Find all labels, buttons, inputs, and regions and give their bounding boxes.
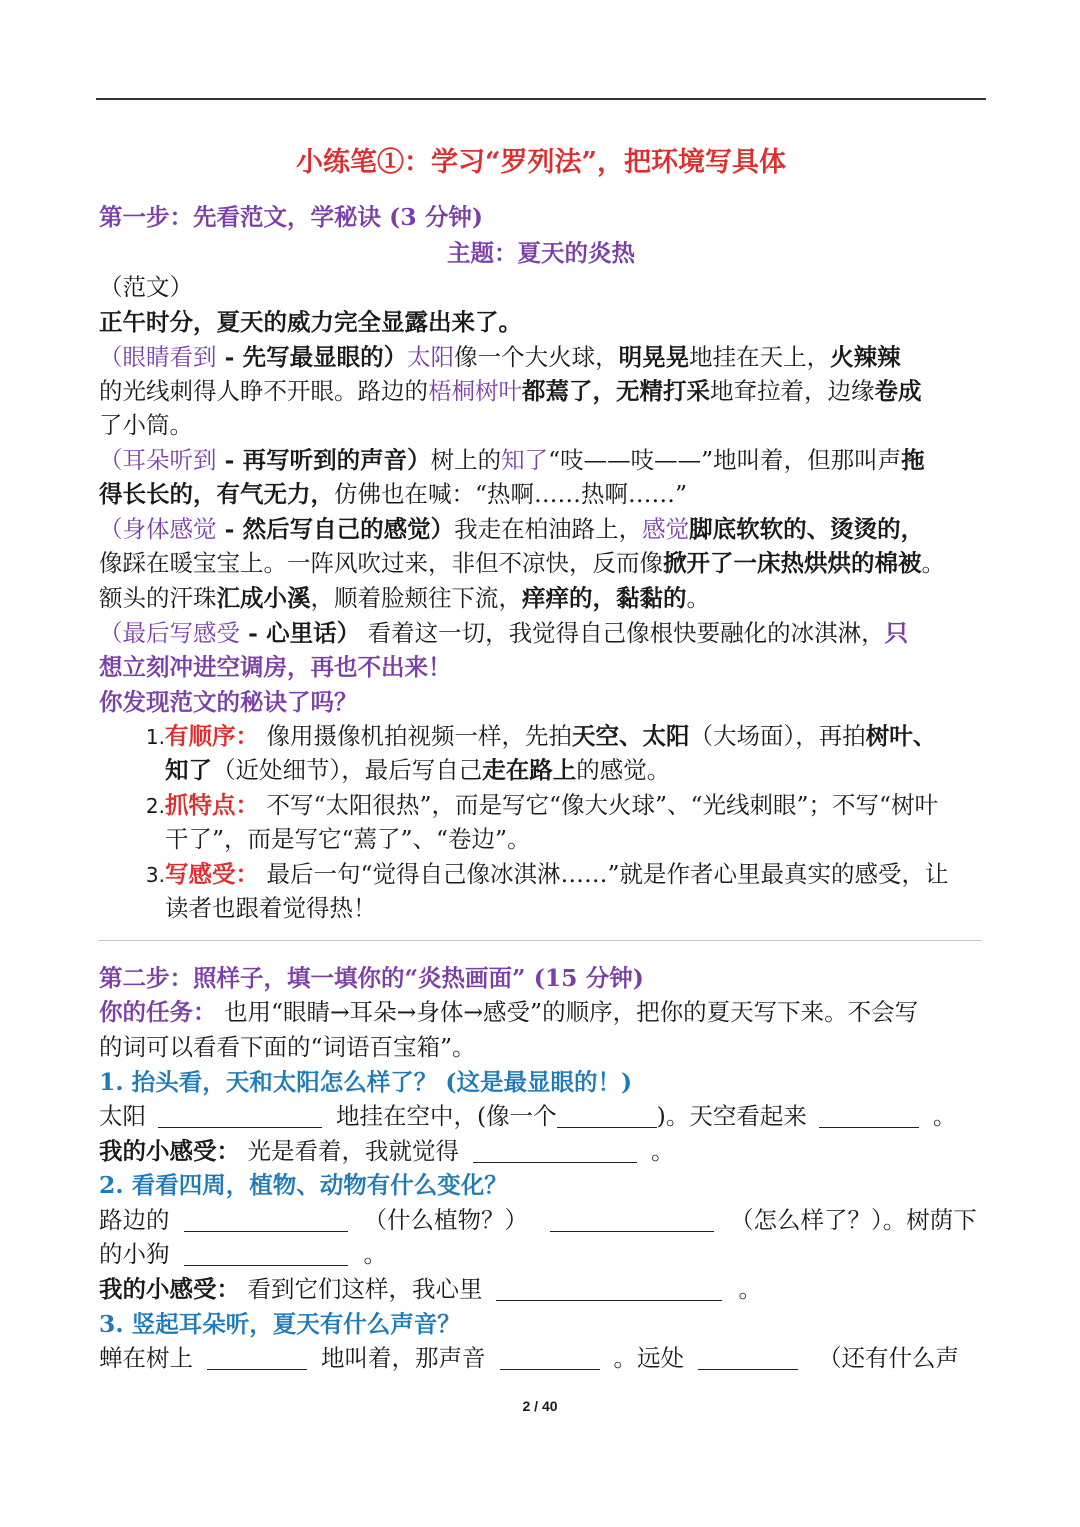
tip-1-line2 [99, 753, 1049, 787]
q2-feel-blank[interactable] [496, 1278, 722, 1301]
p1-curled: 卷成 [874, 377, 922, 405]
q1-blank-2[interactable] [557, 1105, 657, 1128]
q3-a: 蝉在树上 [99, 1344, 193, 1372]
tip-1-l1b: 天空、太阳 [571, 722, 690, 750]
q1-blank-3[interactable] [819, 1105, 919, 1128]
tip-1-l2a: 知了 [165, 756, 212, 784]
q1-feel-blank[interactable] [473, 1140, 637, 1163]
p4-label: （最后写感受 [99, 619, 240, 647]
q2-b: （什么植物？） [363, 1206, 528, 1234]
q2-blank-2[interactable] [550, 1209, 714, 1232]
tip-3-l1: 最后一句“觉得自己像冰淇淋……”就是作者心里最真实的感受，让 [259, 860, 949, 888]
q3-c: 。远处 [613, 1344, 684, 1372]
p1-text: 像一个大火球， [454, 343, 619, 371]
q1-c: )。天空看起来 [656, 1102, 807, 1130]
q2-l2b: 。 [363, 1240, 387, 1268]
p4-desc: 心里话） [266, 619, 361, 647]
q2-feel [99, 1272, 983, 1306]
q3-b: 地叫着，那声音 [321, 1344, 486, 1372]
p1-line1 [99, 340, 983, 374]
q3-line1 [99, 1341, 983, 1375]
q3-d: （还有什么声 [818, 1344, 959, 1372]
q2-c: （怎么样了？）。树荫下 [730, 1206, 977, 1234]
tip-1-l1c: （大场面），再拍 [689, 722, 866, 750]
tip-3-line2: 读者也跟着觉得热！ [165, 894, 377, 922]
p3-line3 [99, 581, 983, 615]
q1-line [99, 1099, 983, 1133]
q3-heading: 3. 竖起耳朵听，夏天有什么声音？ [99, 1310, 461, 1338]
p3-l2a: 像踩在暖宝宝上。一阵风吹过来，非但不凉快，反而像 [99, 549, 663, 577]
tip-1-l2b: （近处细节），最后写自己 [212, 756, 483, 784]
q1-heading: 1. 抬头看，天和太阳怎么样了？ (这是最显眼的！) [99, 1068, 633, 1096]
q1-feel [99, 1134, 983, 1168]
tip-1-num: 1. [145, 725, 165, 749]
p2-line2 [99, 477, 983, 511]
p2-s1: 树上的 [430, 446, 502, 474]
p1-label: （眼睛看到 [99, 343, 217, 371]
task-l1: 也用“眼睛→耳朵→身体→感受”的顺序，把你的夏天写下来。不会写 [216, 998, 919, 1026]
q2-l2a: 的小狗 [99, 1240, 170, 1268]
q1-b: 地挂在空中，(像一个 [336, 1102, 557, 1130]
p2-s3: “吱——吱——”地叫着，但那叫声 [548, 446, 902, 474]
tip-1-line1 [99, 719, 983, 754]
p2-desc: 再写听到的声音） [242, 446, 431, 474]
tip-2-l1: 不写“太阳很热”，而是写它“像大火球”、“光线刺眼”；不写“树叶 [259, 791, 939, 819]
p4-dash: - [240, 619, 267, 647]
p1-l2a: 的光线刺得人睁不开眼。路边的 [99, 377, 428, 405]
p1-leaves: 梧桐树叶 [428, 377, 522, 405]
q1-feel-label: 我的小感受： [99, 1137, 240, 1165]
p1-dash: - [216, 343, 243, 371]
page-title: 小练笔①：学习“罗列法”，把环境写具体 [295, 147, 787, 178]
p1-hot: 火辣辣 [830, 343, 901, 371]
p1-text2: 地挂在天上， [689, 343, 831, 371]
p3-l2c: 。 [921, 549, 945, 577]
q3-blank-2[interactable] [500, 1347, 600, 1370]
tip-3-label: 写感受： [165, 860, 259, 888]
q2-heading: 2. 看看四周，植物、动物有什么变化？ [99, 1171, 508, 1199]
tip-2-label: 抓特点： [165, 791, 259, 819]
q1-feel-end: 。 [650, 1137, 675, 1165]
q2-line1 [99, 1203, 983, 1237]
p2-line1 [99, 443, 983, 477]
p2-l2b: 仿佛也在喊：“热啊……热啊……” [334, 480, 688, 508]
p3-itchy: 痒痒的，黏黏的 [522, 584, 687, 612]
tip-2-line1 [99, 788, 983, 823]
p3-feel: 感觉 [642, 515, 690, 543]
p1-desc: 先写最显眼的） [242, 343, 408, 371]
p4-line1 [99, 616, 983, 650]
task-label: 你的任务： [99, 998, 217, 1026]
p2-drag: 拖 [901, 446, 925, 474]
q2-blank-1[interactable] [184, 1209, 348, 1232]
p1-line2 [99, 374, 983, 408]
q3-blank-1[interactable] [207, 1347, 307, 1370]
q2-line2 [99, 1237, 983, 1271]
q1-blank-1[interactable] [158, 1105, 322, 1128]
p2-l2a: 得长长的，有气无力， [99, 480, 334, 508]
p3-stream: 汇成小溪 [216, 584, 311, 612]
tip-1-l1a: 像用摄像机拍视频一样，先拍 [259, 722, 572, 750]
step2-heading: 第二步：照样子，填一填你的“炎热画面” (15 分钟) [99, 964, 644, 992]
task-line1 [99, 995, 983, 1029]
p2-label: （耳朵听到 [99, 446, 217, 474]
q1-feel-text: 光是看着，我就觉得 [240, 1137, 459, 1165]
sample-label: （范文） [99, 273, 193, 301]
p4-s2: 只 [884, 619, 909, 647]
top-rule [96, 98, 986, 100]
q2-blank-3[interactable] [184, 1243, 348, 1266]
tip-2-num: 2. [145, 794, 165, 818]
p3-label: （身体感觉 [99, 515, 217, 543]
p3-l3c: ，顺着脸颊往下流， [310, 584, 522, 612]
tip-3-line1 [99, 857, 983, 892]
p3-line2 [99, 546, 983, 580]
step1-heading: 第一步：先看范文，学秘诀 (3 分钟) [99, 203, 483, 231]
p4-line2: 想立刻冲进空调房，再也不出来！ [99, 653, 452, 681]
p1-line3: 了小筒。 [99, 411, 193, 439]
q2-feel-label: 我的小感受： [99, 1275, 240, 1303]
p1-l2d: 地耷拉着，边缘 [710, 377, 875, 405]
p2-cicada: 知了 [501, 446, 549, 474]
tip-1-l2d: 的感觉。 [576, 756, 671, 784]
section-divider [98, 940, 982, 941]
p3-line1 [99, 512, 983, 546]
q3-blank-3[interactable] [698, 1347, 798, 1370]
p1-bright: 明晃晃 [618, 343, 690, 371]
page-number: 2 / 40 [522, 1398, 558, 1414]
p2-dash: - [216, 446, 243, 474]
sample-opening: 正午时分，夏天的威力完全显露出来了。 [99, 308, 522, 336]
p1-sun: 太阳 [407, 343, 455, 371]
tip-2-line2: 干了”，而是写它“蔫了”、“卷边”。 [165, 825, 531, 853]
tip-1-l1d: 树叶、 [865, 722, 937, 750]
p4-s1: 看着这一切，我觉得自己像根快要融化的冰淇淋， [360, 619, 885, 647]
q2-feel-text: 看到它们这样，我心里 [240, 1275, 483, 1303]
theme: 主题：夏天的炎热 [447, 239, 635, 267]
p3-desc: 然后写自己的感觉） [242, 515, 455, 543]
p3-l3a: 额头的汗珠 [99, 584, 217, 612]
secret-question: 你发现范文的秘诀了吗？ [99, 688, 358, 716]
tip-3-num: 3. [145, 863, 165, 887]
p3-s1: 我走在柏油路上， [454, 515, 643, 543]
q1-d: 。 [932, 1102, 957, 1130]
task-line2: 的词可以看看下面的“词语百宝箱”。 [99, 1033, 476, 1061]
p3-dash: - [216, 515, 243, 543]
tip-1-l2c: 走在路上 [482, 756, 577, 784]
p3-s3: 脚底软软的、烫烫的， [689, 515, 925, 543]
p3-l3e: 。 [686, 584, 710, 612]
tip-1-label: 有顺序： [165, 722, 259, 750]
p1-wilted: 都蔫了，无精打采 [522, 377, 710, 405]
p3-quilt: 掀开了一床热烘烘的棉被 [663, 549, 922, 577]
q2-a: 路边的 [99, 1206, 170, 1234]
q2-feel-end: 。 [738, 1275, 762, 1303]
q1-a: 太阳 [99, 1102, 146, 1130]
